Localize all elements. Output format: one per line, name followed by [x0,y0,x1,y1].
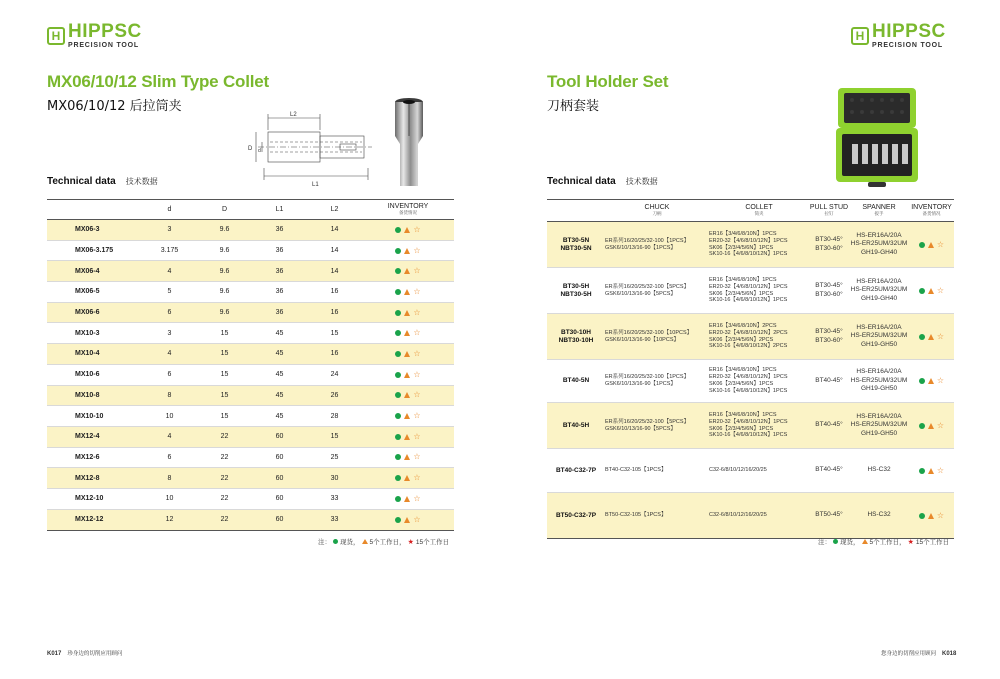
five-day-triangle-icon [404,434,410,440]
table-row [547,314,954,360]
value-cell: 6 [167,453,172,461]
table-row [47,510,454,531]
fifteen-day-star-icon: ☆ [413,224,421,234]
table-row [547,449,954,493]
five-day-triangle-icon [928,288,934,294]
fifteen-day-star-icon: ☆ [413,348,421,358]
holder-table-header [547,200,954,222]
table-row [47,261,454,282]
header-inventory: INVENTORY 备货情况 [387,203,429,215]
header-inventory: INVENTORY 备货情况 [911,204,952,216]
five-day-triangle-icon [928,242,934,248]
value-cell: 4 [167,267,172,275]
model-cell: BT30-10H NBT30-10H [558,328,594,344]
inventory-status [909,333,954,341]
inventory-status [909,512,954,520]
collet-cell: ER16【3/4/6/8/10N】1PCS ER20-32【4/6/8/10/12N】1PCS SK06【2/3/4/5/6N】1PCS SK10-16【4/6/8/10/12N】1PCS [709,411,788,439]
stock-dot-icon [919,468,925,474]
table-row [47,303,454,324]
collet-drawing [240,108,380,190]
value-cell: 5 [167,288,172,296]
five-day-triangle-icon [928,513,934,519]
fifteen-day-star-icon: ☆ [413,411,421,421]
inventory-status [909,241,954,249]
value-cell: 45 [275,329,284,337]
hippsc-logo-icon: H [851,27,869,45]
left-title-cn: MX06/10/12 后拉筒夹 [47,99,182,114]
fifteen-day-star-icon: ☆ [413,245,421,255]
five-day-triangle-icon [404,351,410,357]
model-cell: MX12-6 [75,453,100,461]
five-day-triangle-icon [404,289,410,295]
value-cell: 33 [330,516,339,524]
table-row [47,282,454,303]
stock-dot-icon [333,539,338,544]
value-cell: 22 [220,516,229,524]
model-cell: MX06-4 [75,267,100,275]
fifteen-day-star-icon: ☆ [413,328,421,338]
five-day-triangle-icon [404,454,410,460]
model-cell: MX06-3.175 [75,247,114,255]
stock-dot-icon [395,517,401,523]
value-cell: 30 [330,474,339,482]
spanner-cell: HS-C32 [867,511,891,519]
value-cell: 45 [275,350,284,358]
chuck-cell: BT50-C32-105【1PCS】 [605,512,667,519]
holder-table [547,199,954,539]
fifteen-day-star-icon: ☆ [936,239,945,249]
value-cell: 45 [275,412,284,420]
value-cell: 9.6 [219,247,230,255]
value-cell: 12 [165,516,174,524]
spanner-cell: HS-C32 [867,466,891,474]
table-row [47,220,454,241]
model-cell: BT40-5N [562,377,590,385]
five-day-triangle-icon [404,413,410,419]
spanner-cell: HS-ER16A/20A HS-ER25UM/32UM GH19-GH40 [850,277,908,302]
header-chuck: CHUCK 刀柄 [644,204,670,216]
value-cell: 9.6 [219,288,230,296]
right-legend-note: 注： 现货， 5个工作日， ★ 15个工作日 [818,538,950,546]
value-cell: 60 [275,433,284,441]
fifteen-day-star-icon: ☆ [413,266,421,276]
logo-sub: PRECISION TOOL [68,42,139,49]
value-cell: 8 [167,474,172,482]
pull-stud-cell: BT30-45° BT30-60° [815,328,843,344]
value-cell: 25 [330,453,339,461]
model-cell: MX10-8 [75,391,100,399]
chuck-cell: ER系列16/20/25/32-100【10PCS】 GSK6/10/13/16-90【10PCS】 [605,329,693,343]
inventory-status [362,226,454,234]
chuck-cell: ER系列16/20/25/32-100【5PCS】 GSK6/10/13/16-90【5PCS】 [605,283,690,297]
five-day-triangle-icon [928,334,934,340]
five-day-triangle-icon [928,378,934,384]
five-day-triangle-icon [928,423,934,429]
value-cell: 36 [275,226,284,234]
stock-dot-icon [395,475,401,481]
value-cell: 3 [167,329,172,337]
five-day-triangle-icon [404,227,410,233]
header-d: d [167,205,172,213]
header-collet: COLLET 筒夹 [745,204,773,216]
stock-dot-icon [395,434,401,440]
value-cell: 15 [220,350,229,358]
value-cell: 33 [330,495,339,503]
stock-dot-icon [395,227,401,233]
value-cell: 15 [220,391,229,399]
model-cell: MX06-6 [75,309,100,317]
value-cell: 15 [330,433,339,441]
fifteen-day-star-icon: ☆ [413,431,421,441]
table-row [47,386,454,407]
value-cell: 14 [330,226,339,234]
header-spanner: SPANNER 扳手 [862,204,896,216]
inventory-status [362,288,454,296]
value-cell: 16 [330,309,339,317]
model-cell: BT40-C32-7P [555,466,597,474]
value-cell: 3.175 [160,247,179,255]
stock-dot-icon [919,423,925,429]
value-cell: 9.6 [219,226,230,234]
fifteen-day-star-icon: ☆ [413,307,421,317]
value-cell: 8 [167,391,172,399]
table-row [547,403,954,449]
stock-dot-icon [395,289,401,295]
table-row [47,427,454,448]
table-row [47,344,454,365]
value-cell: 22 [220,453,229,461]
table-row [47,323,454,344]
left-tech-data: Technical data 技术数据 [47,176,158,187]
value-cell: 14 [330,247,339,255]
collet-photo [392,96,426,190]
value-cell: 45 [275,371,284,379]
stock-dot-icon [919,242,925,248]
value-cell: 15 [330,329,339,337]
fifteen-day-star-icon: ☆ [413,452,421,462]
header-D: D [221,205,228,213]
header-l1: L1 [275,205,284,213]
fifteen-day-star-icon: ★ [907,538,914,546]
pull-stud-cell: BT40-45° [815,421,843,429]
value-cell: 9.6 [219,309,230,317]
left-legend-note: 注： 现货， 5个工作日， ★ 15个工作日 [318,538,450,546]
value-cell: 36 [275,247,284,255]
inventory-status [362,391,454,399]
inventory-status [362,247,454,255]
inventory-status [909,467,954,475]
value-cell: 22 [220,433,229,441]
fifteen-day-star-icon: ☆ [936,331,945,341]
hippsc-logo-icon: H [47,27,65,45]
stock-dot-icon [919,288,925,294]
spanner-cell: HS-ER16A/20A HS-ER25UM/32UM GH19-GH40 [850,231,908,256]
inventory-status [362,350,454,358]
header-l2: L2 [330,205,339,213]
five-day-triangle-icon [404,392,410,398]
inventory-status [362,474,454,482]
value-cell: 36 [275,267,284,275]
table-row [47,468,454,489]
fifteen-day-star-icon: ☆ [413,390,421,400]
table-row [47,448,454,469]
value-cell: 10 [165,412,174,420]
value-cell: 60 [275,516,284,524]
value-cell: 16 [330,288,339,296]
table-row [547,268,954,314]
inventory-status [909,422,954,430]
label-d-big: D [248,146,253,152]
model-cell: MX12-10 [75,495,104,503]
value-cell: 15 [220,412,229,420]
fifteen-day-star-icon: ☆ [413,493,421,503]
value-cell: 22 [220,474,229,482]
value-cell: 60 [275,495,284,503]
collet-cell: ER16【3/4/6/8/10N】2PCS ER20-32【4/6/8/10/12N】2PCS SK06【2/3/4/5/6N】2PCS SK10-16【4/6/8/10/12N】2PCS [709,322,788,350]
stock-dot-icon [395,268,401,274]
collet-table [47,199,454,531]
label-l2: L2 [290,112,297,118]
fifteen-day-star-icon: ☆ [936,285,945,295]
collet-cell: C32-6/8/10/12/16/20/25 [709,512,767,519]
pull-stud-cell: BT40-45° [815,466,843,474]
chuck-cell: ER系列16/20/25/32-100【1PCS】 GSK6/10/13/16-90【1PCS】 [605,237,690,251]
collet-cell: ER16【3/4/6/8/10N】1PCS ER20-32【4/6/8/10/12N】1PCS SK06【2/3/4/5/6N】1PCS SK10-16【4/6/8/10/12N】1PCS [709,367,788,394]
five-day-triangle-icon [404,517,410,523]
inventory-status [362,453,454,461]
right-logo: H HIPPSC PRECISION TOOL [851,22,946,49]
spanner-cell: HS-ER16A/20A HS-ER25UM/32UM GH19-GH50 [850,368,908,393]
inventory-status [362,433,454,441]
value-cell: 15 [220,371,229,379]
stock-dot-icon [395,330,401,336]
chuck-cell: BT40-C32-105【1PCS】 [605,467,667,474]
model-cell: BT30-5N NBT30-5N [560,236,592,252]
model-cell: MX10-10 [75,412,104,420]
five-day-triangle-icon [404,268,410,274]
fifteen-day-star-icon: ☆ [936,376,945,385]
five-day-triangle-icon [928,468,934,474]
header-pull-stud: PULL STUD 拉钉 [809,204,849,216]
right-title-en: Tool Holder Set [547,72,669,91]
model-cell: MX10-4 [75,350,100,358]
value-cell: 36 [275,309,284,317]
stock-dot-icon [395,310,401,316]
fifteen-day-star-icon: ☆ [936,510,945,520]
value-cell: 9.6 [219,267,230,275]
value-cell: 16 [330,350,339,358]
collet-cell: ER16【3/4/6/8/10N】1PCS ER20-32【4/6/8/10/12N】1PCS SK06【2/3/4/5/6N】1PCS SK10-16【4/6/8/10/12N】1PCS [709,276,788,304]
left-footer: K017 珍身边的切削应用顾问 [47,651,123,657]
table-row [47,365,454,386]
inventory-status [909,377,954,385]
model-cell: MX12-8 [75,474,100,482]
label-d-small: d [258,148,261,154]
pull-stud-cell: BT50-45° [815,511,843,519]
value-cell: 4 [167,433,172,441]
five-day-triangle-icon [404,475,410,481]
value-cell: 22 [220,495,229,503]
value-cell: 45 [275,391,284,399]
value-cell: 10 [165,495,174,503]
value-cell: 15 [220,329,229,337]
stock-dot-icon [919,334,925,340]
model-cell: BT40-5H [562,421,590,429]
model-cell: MX06-3 [75,226,100,234]
stock-dot-icon [395,454,401,460]
stock-dot-icon [919,513,925,519]
spanner-cell: HS-ER16A/20A HS-ER25UM/32UM GH19-GH50 [850,323,908,348]
value-cell: 3 [167,226,172,234]
fifteen-day-star-icon: ★ [407,538,414,546]
model-cell: MX12-12 [75,516,104,524]
left-title-en: MX06/10/12 Slim Type Collet [47,72,269,91]
inventory-status [362,516,454,524]
five-day-triangle-icon [404,496,410,502]
value-cell: 24 [330,371,339,379]
fifteen-day-star-icon: ☆ [413,473,421,483]
pull-stud-cell: BT30-45° BT30-60° [815,282,843,298]
model-cell: BT30-5H NBT30-5H [560,282,592,298]
five-day-triangle-icon [404,248,410,254]
right-tech-data: Technical data 技术数据 [547,176,658,187]
logo-brand: HIPPSC [68,21,142,42]
inventory-status [362,329,454,337]
chuck-cell: ER系列16/20/25/32-100【1PCS】 GSK6/10/13/16-90【1PCS】 [605,374,690,387]
stock-dot-icon [395,248,401,254]
chuck-cell: ER系列16/20/25/32-100【5PCS】 GSK6/10/13/16-90【5PCS】 [605,418,690,432]
fifteen-day-star-icon: ☆ [413,369,421,379]
value-cell: 6 [167,371,172,379]
fifteen-day-star-icon: ☆ [936,420,945,430]
stock-dot-icon [395,351,401,357]
table-row [547,222,954,268]
inventory-status [362,495,454,503]
model-cell: MX10-6 [75,371,100,379]
fifteen-day-star-icon: ☆ [936,465,945,475]
five-day-triangle-icon [404,330,410,336]
value-cell: 28 [330,412,339,420]
model-cell: BT50-C32-7P [555,511,597,519]
stock-dot-icon [395,496,401,502]
value-cell: 36 [275,288,284,296]
table-row [547,493,954,538]
stock-dot-icon [919,378,925,384]
value-cell: 6 [167,309,172,317]
fifteen-day-star-icon: ☆ [413,286,421,296]
table-row [47,489,454,510]
five-day-triangle-icon [862,539,868,544]
model-cell: MX10-3 [75,329,100,337]
label-l1: L1 [312,182,319,188]
five-day-triangle-icon [404,372,410,378]
inventory-status [362,267,454,275]
stock-dot-icon [833,539,838,544]
stock-dot-icon [395,392,401,398]
collet-table-header [47,200,454,220]
value-cell: 14 [330,267,339,275]
model-cell: MX12-4 [75,433,100,441]
value-cell: 60 [275,474,284,482]
collet-cell: C32-6/8/10/12/16/20/25 [709,467,767,474]
pull-stud-cell: BT30-45° BT30-60° [815,236,843,252]
value-cell: 4 [167,350,172,358]
stock-dot-icon [395,372,401,378]
five-day-triangle-icon [362,539,368,544]
fifteen-day-star-icon: ☆ [413,514,421,524]
left-logo [47,22,142,49]
tool-case-photo [832,84,922,190]
five-day-triangle-icon [404,310,410,316]
value-cell: 60 [275,453,284,461]
inventory-status [909,287,954,295]
pull-stud-cell: BT40-45° [815,376,843,384]
right-footer: 您身边的切削应用顾问 K018 [881,651,957,657]
inventory-status [362,412,454,420]
model-cell: MX06-5 [75,288,100,296]
inventory-status [362,309,454,317]
right-title-cn: 刀柄套装 [547,99,600,114]
collet-cell: ER16【3/4/6/8/10N】1PCS ER20-32【4/6/8/10/12N】1PCS SK06【2/3/4/5/6N】1PCS SK10-16【4/6/8/10/12N】1PCS [709,230,788,258]
stock-dot-icon [395,413,401,419]
table-row [547,360,954,403]
value-cell: 26 [330,391,339,399]
table-row [47,241,454,262]
spanner-cell: HS-ER16A/20A HS-ER25UM/32UM GH19-GH50 [850,412,908,437]
inventory-status [362,371,454,379]
table-row [47,406,454,427]
